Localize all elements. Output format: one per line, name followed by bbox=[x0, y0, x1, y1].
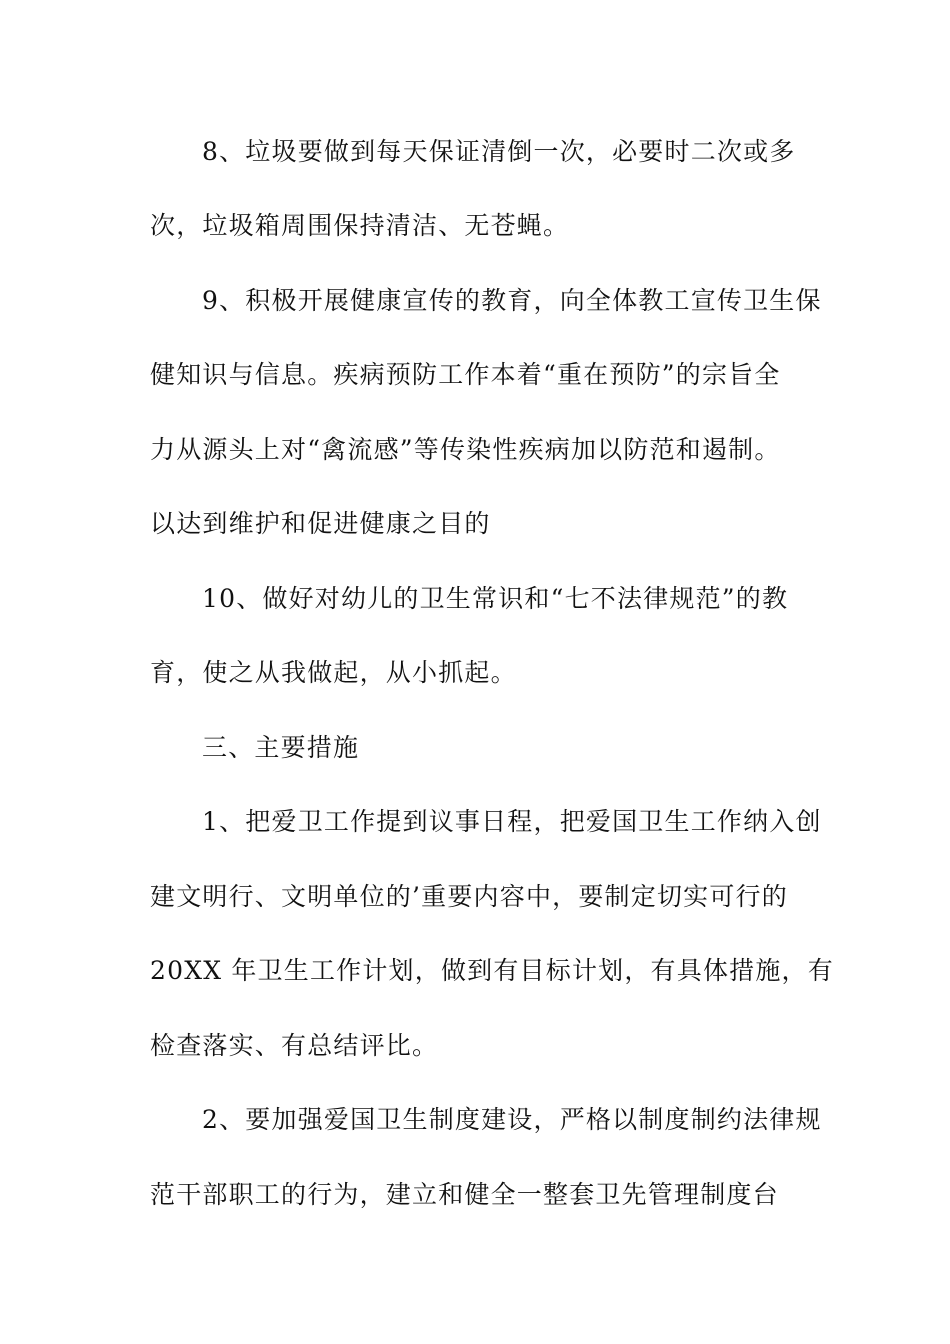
measure-2-line-1: 2、要加强爱国卫生制度建设，严格以制度制约法律规 bbox=[202, 1105, 822, 1134]
paragraph-9-line-1: 9、积极开展健康宣传的教育，向全体教工宣传卫生保 bbox=[202, 286, 822, 315]
measure-1-line-4: 检查落实、有总结评比。 bbox=[150, 1031, 439, 1060]
paragraph-10-line-1: 10、做好对幼儿的卫生常识和“七不法律规范”的教 bbox=[202, 584, 789, 613]
paragraph-9-line-4: 以达到维护和促进健康之目的 bbox=[150, 509, 491, 538]
paragraph-9-line-3: 力从源头上对“禽流感”等传染性疾病加以防范和遏制。 bbox=[150, 435, 781, 464]
paragraph-10-line-2: 育，使之从我做起，从小抓起。 bbox=[150, 658, 517, 687]
measure-2-line-2: 范干部职工的行为，建立和健全一整套卫先管理制度台 bbox=[150, 1180, 779, 1209]
section-heading-main-measures: 三、主要措施 bbox=[202, 733, 360, 762]
paragraph-8-line-2: 次，垃圾箱周围保持清洁、无苍蝇。 bbox=[150, 211, 570, 240]
measure-1-line-2: 建文明行、文明单位的’重要内容中，要制定切实可行的 bbox=[150, 882, 788, 911]
paragraph-8-line-1: 8、垃圾要做到每天保证清倒一次，必要时二次或多 bbox=[202, 137, 796, 166]
measure-1-line-1: 1、把爱卫工作提到议事日程，把爱国卫生工作纳入创 bbox=[202, 807, 822, 836]
paragraph-9-line-2: 健知识与信息。疾病预防工作本着“重在预防”的宗旨全 bbox=[150, 360, 781, 389]
measure-1-line-3: 20XX 年卫生工作计划，做到有目标计划，有具体措施，有 bbox=[150, 956, 834, 985]
